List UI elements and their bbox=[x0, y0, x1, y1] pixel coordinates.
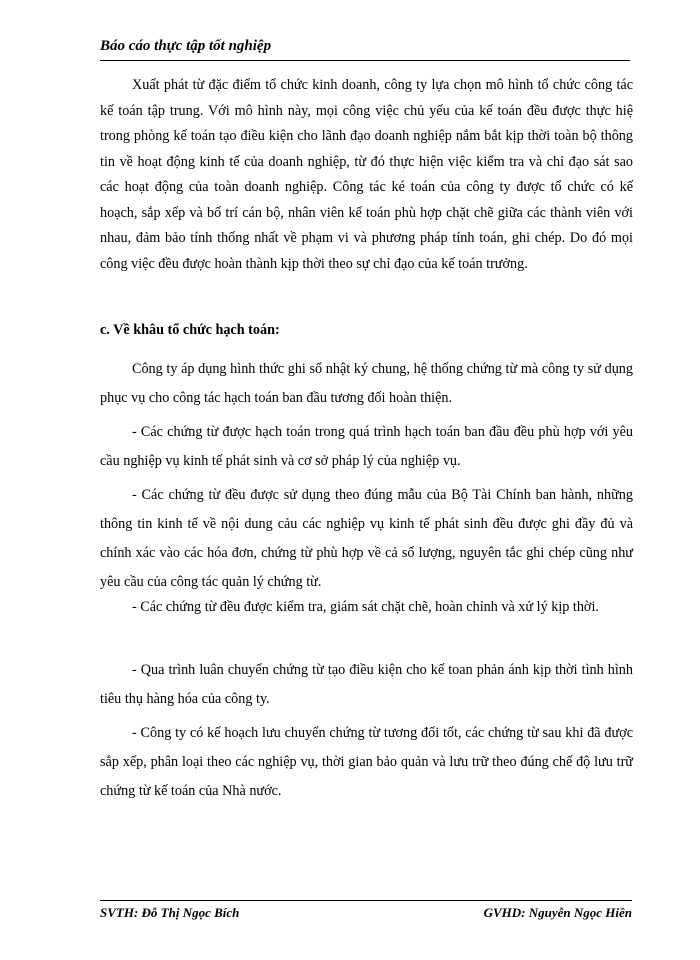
paragraph-block bbox=[100, 355, 633, 413]
footer-advisor: GVHD: Nguyễn Ngọc Hiền bbox=[483, 905, 632, 920]
paragraph-block bbox=[100, 656, 633, 714]
section-heading: c. Về khâu tổ chức hạch toán: bbox=[100, 322, 280, 338]
header-divider bbox=[100, 60, 630, 61]
body-paragraph: Công ty áp dụng hình thức ghi sổ nhật ký chung, hệ thống chứng từ mà công ty sử dụng phục vụ cho công tác hạch toán ban đầu tương đối hoàn thiện. bbox=[100, 361, 633, 406]
body-paragraph: - Các chứng từ đều được sử dụng theo đúng mẫu của Bộ Tài Chính ban hành, những thông tin kinh tế về nội dung cảu các nghiệp vụ kinh tế phát sinh đều được ghi đầy đủ và chính xác vào các hóa đơn, chứng từ phù hợp về cả số lượng, nguyên tắc ghi chép cũng như yêu cầu của công tác quản lý chứng từ. bbox=[100, 487, 633, 590]
intro-section bbox=[100, 73, 633, 277]
paragraph-block bbox=[100, 418, 633, 476]
body-paragraph: - Qua trình luân chuyển chứng từ tạo điều kiện cho kế toan phản ánh kịp thời tình hình tiêu thụ hàng hóa của công ty. bbox=[100, 662, 633, 707]
paragraph-block bbox=[100, 593, 633, 622]
body-paragraph: - Các chứng từ đều được kiểm tra, giám sát chặt chẽ, hoàn chỉnh và xử lý kịp thời. bbox=[132, 599, 599, 615]
footer-student: SVTH: Đỗ Thị Ngọc Bích bbox=[100, 905, 240, 920]
intro-paragraph: Xuất phát từ đặc điểm tổ chức kinh doanh, công ty lựa chọn mô hình tổ chức công tác kế toán tập trung. Với mô hình này, mọi công việc chủ yếu của kế toán đều được thực hiệ trong phòng kế toán tạo điều kiện cho lãnh đạo doanh nghiệp nắm bắt kịp thời toàn bộ thông tin về hoạt động kinh tế của doanh nghiệp, từ đó thực hiện việc kiểm tra và chỉ đạo sát sao các hoạt động của toàn doanh nghiệp. Công tác ké toán của công ty được tổ chức có kế hoạch, sắp xếp và bố trí cán bộ, nhân viên kế toán phù hợp chặt chẽ giữa các thành viên với nhau, đảm bảo tính thống nhất về phạm vi và phương pháp tính toán, ghi chép. Do đó mọi công việc đều được hoàn thành kịp thời theo sự chỉ đạo của kế toán trưởng. bbox=[100, 77, 633, 272]
page-header-title: Báo cáo thực tập tốt nghiệp bbox=[100, 38, 272, 54]
body-paragraph: - Các chứng từ được hạch toán trong quá trình hạch toán ban đầu đều phù hợp với yêu cầu nghiệp vụ kinh tế phát sinh và cơ sở pháp lý của nghiệp vụ. bbox=[100, 424, 633, 469]
footer-divider bbox=[100, 900, 632, 901]
paragraph-block bbox=[100, 481, 633, 597]
body-paragraph: - Công ty có kế hoạch lưu chuyển chứng từ tương đối tốt, các chứng từ sau khi đã được sắp xếp, phân loại theo các nghiệp vụ, thời gian bảo quản và lưu trữ theo đúng chế độ lưu trữ chứng từ kế toán của Nhà nước. bbox=[100, 725, 633, 799]
paragraph-block bbox=[100, 719, 633, 806]
